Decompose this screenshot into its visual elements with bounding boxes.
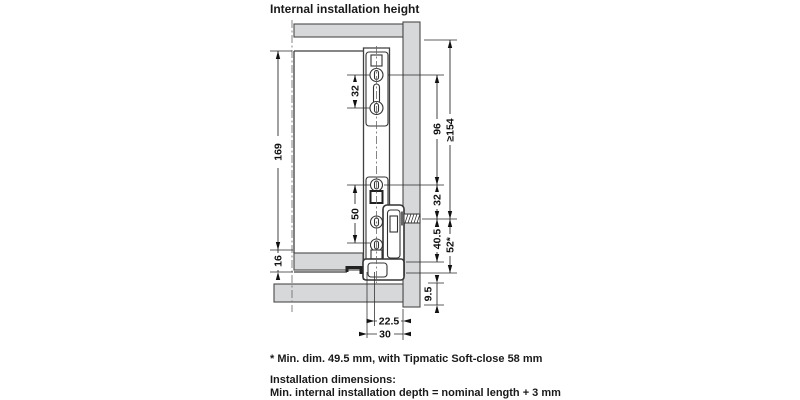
dim-label-52: 52* bbox=[444, 237, 457, 253]
dim-label-16: 16 bbox=[272, 255, 285, 267]
cabinet-bottom-panel bbox=[274, 284, 403, 302]
dim-label-169: 169 bbox=[272, 143, 285, 161]
runner-bottom-hook bbox=[368, 263, 387, 277]
dim-label-9-5: 9.5 bbox=[422, 286, 435, 302]
installation-depth-note: Min. internal installation depth = nominal length + 3 mm bbox=[270, 387, 561, 399]
dim-label-96: 96 bbox=[431, 123, 444, 135]
footnote-tipmatic: * Min. dim. 49.5 mm, with Tipmatic Soft-close 58 mm bbox=[270, 353, 543, 365]
runner-inner-detail bbox=[390, 216, 398, 232]
cabinet-side-panel bbox=[403, 22, 420, 307]
dim-label-22-5: 22.5 bbox=[378, 315, 400, 328]
dim-label-32-right: 32 bbox=[431, 194, 444, 206]
dim-label-32-top: 32 bbox=[349, 85, 362, 97]
installation-dimensions-heading: Installation dimensions: bbox=[270, 374, 396, 386]
dim-label-154: ≥154 bbox=[444, 118, 457, 142]
mounting-screw bbox=[402, 212, 420, 226]
cabinet-top-panel bbox=[294, 24, 403, 37]
dim-label-30: 30 bbox=[379, 328, 391, 341]
page-title: Internal installation height bbox=[270, 2, 420, 16]
bottom-clip bbox=[347, 268, 361, 275]
dim-label-40-5: 40.5 bbox=[431, 228, 444, 250]
dim-label-50: 50 bbox=[349, 208, 362, 220]
